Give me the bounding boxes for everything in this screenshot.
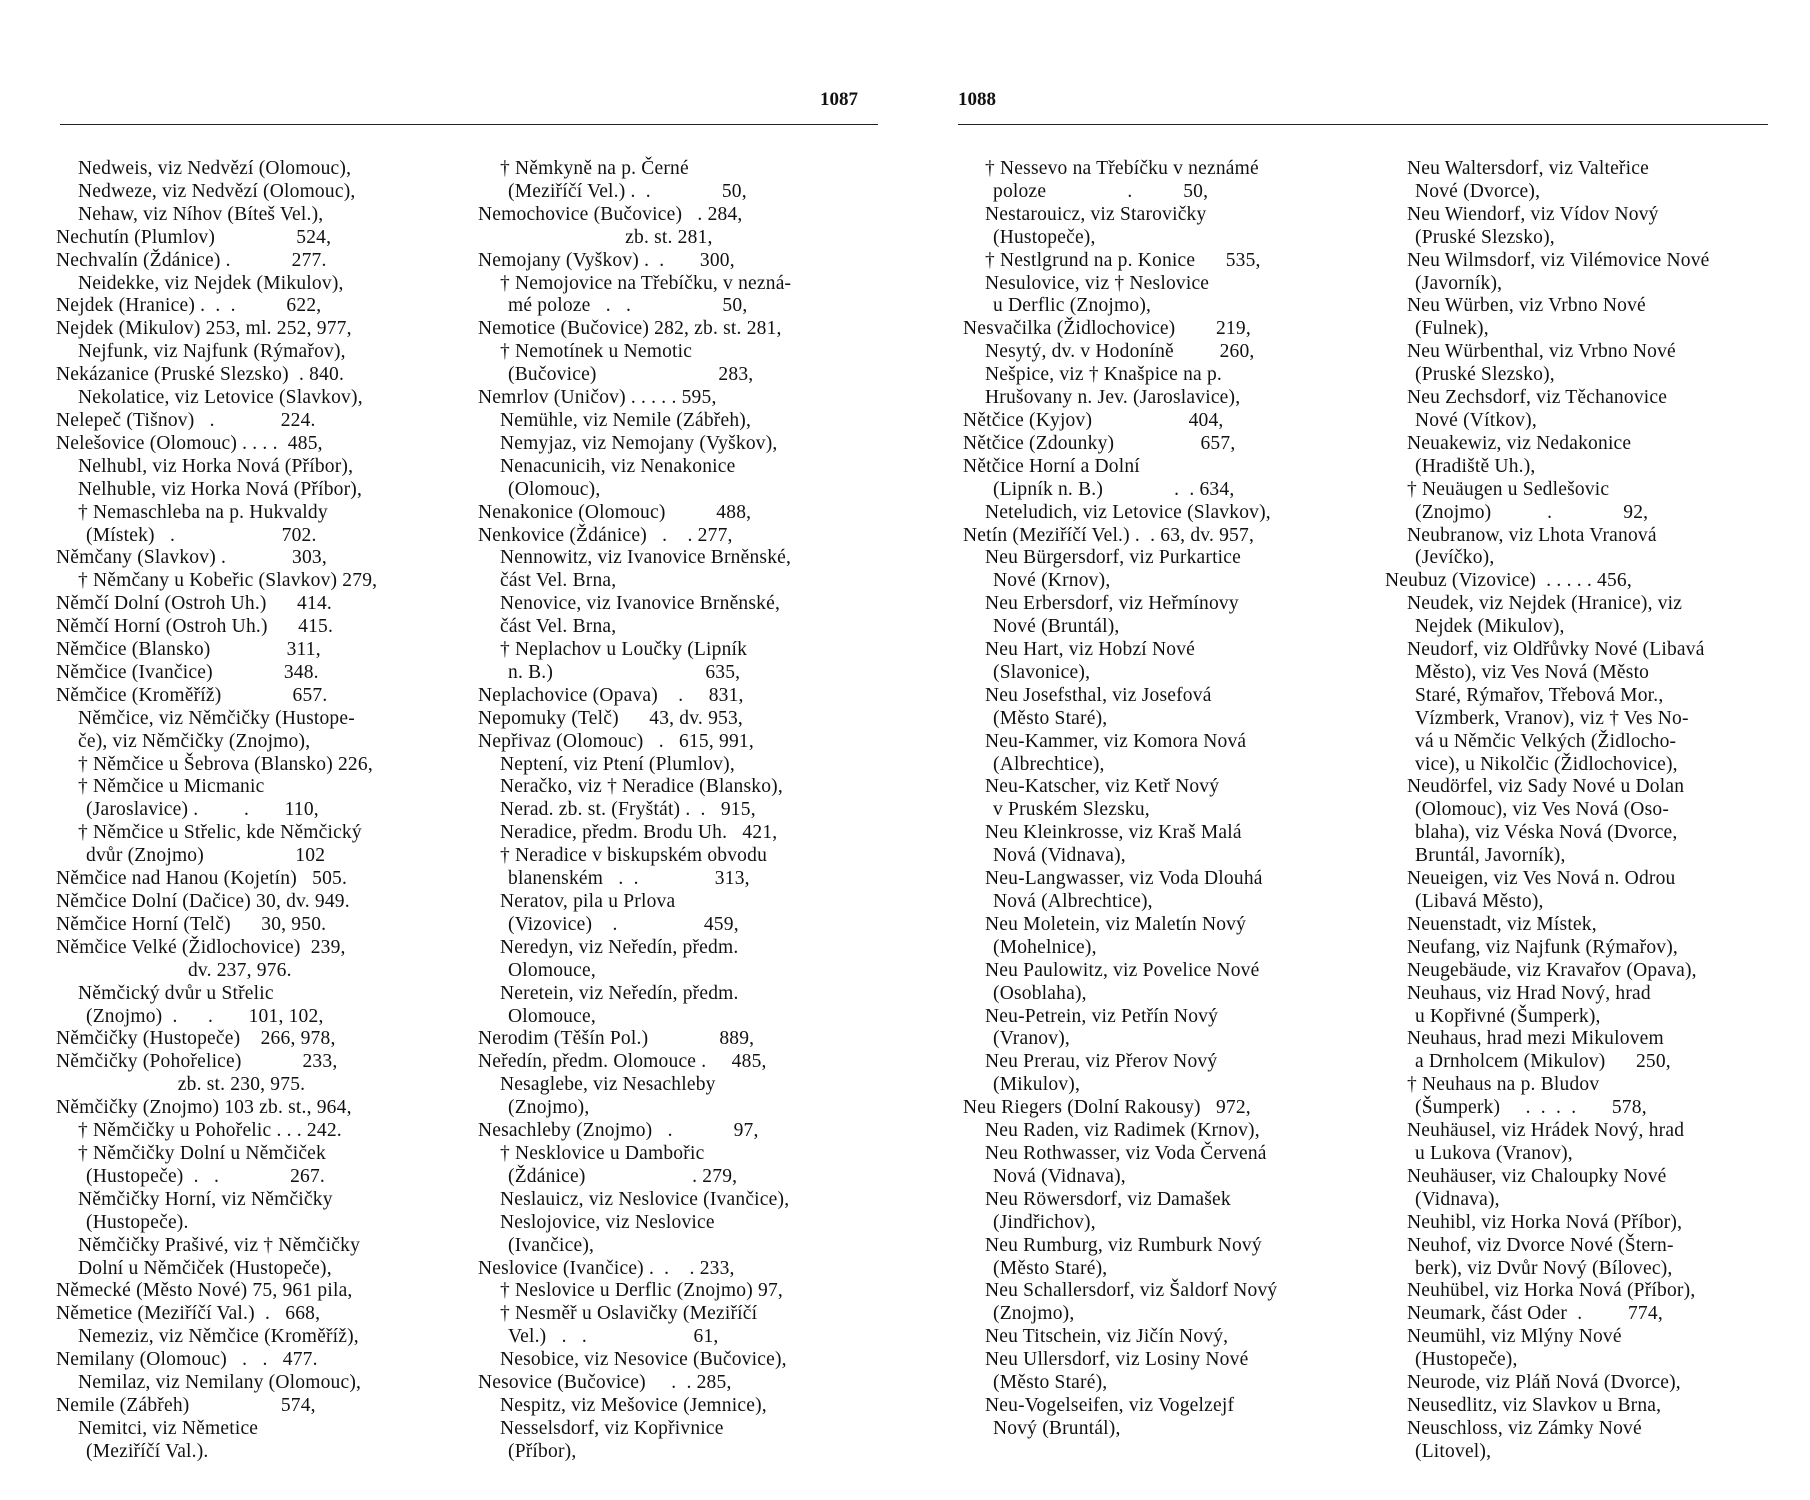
index-entry: Neubuz (Vizovice) . . . . . 456, — [1385, 570, 1632, 592]
index-entry: Nennowitz, viz Ivanovice Brněnské, — [500, 547, 792, 569]
index-entry: † Němčice u Micmanic — [78, 776, 265, 798]
index-entry: Bruntál, Javorník), — [1415, 845, 1566, 867]
index-entry: † Němčičky Dolní u Němčiček — [78, 1142, 326, 1164]
index-entry: če), viz Němčičky (Znojmo), — [78, 730, 311, 752]
index-entry: Nesvačilka (Židlochovice) 219, — [963, 318, 1251, 340]
index-entry: Nehaw, viz Níhov (Bíteš Vel.), — [78, 203, 324, 225]
index-entry: Nové (Bruntál), — [993, 616, 1120, 638]
index-entry: Nesaglebe, viz Nesachleby — [500, 1074, 716, 1096]
index-entry: Neudek, viz Nejdek (Hranice), viz — [1407, 593, 1683, 615]
index-entry: (Olomouc), viz Ves Nová (Oso- — [1415, 799, 1670, 821]
index-entry: Nemile (Zábřeh) 574, — [56, 1394, 316, 1416]
index-entry: Nerad. zb. st. (Fryštát) . . 915, — [500, 799, 756, 821]
index-entry: † Nemotínek u Nemotic — [500, 341, 693, 363]
index-entry: Neu-Langwasser, viz Voda Dlouhá — [985, 868, 1263, 890]
index-entry: Neu Titschein, viz Jičín Nový, — [985, 1326, 1229, 1348]
index-column-1 — [56, 158, 446, 1464]
index-entry: Neuhibl, viz Horka Nová (Příbor), — [1407, 1211, 1683, 1233]
index-entry: (Hustopeče). — [86, 1211, 189, 1233]
index-entry: u Lukova (Vranov), — [1415, 1142, 1573, 1164]
index-entry: † Nesměř u Oslavičky (Meziříčí — [500, 1303, 758, 1325]
index-entry: Neuhübel, viz Horka Nová (Příbor), — [1407, 1280, 1696, 1302]
index-entry: Neu-Petrein, viz Petřín Nový — [985, 1005, 1219, 1027]
index-entry: a Drnholcem (Mikulov) 250, — [1415, 1051, 1671, 1073]
index-entry: Neu Würbenthal, viz Vrbno Nové — [1407, 341, 1676, 363]
index-column-3 — [963, 158, 1358, 1441]
index-entry: (Hustopeče) . . 267. — [86, 1165, 325, 1187]
index-entry: Nemrlov (Uničov) . . . . . 595, — [478, 387, 717, 409]
index-entry: (Meziříčí Val.). — [86, 1440, 209, 1462]
header-rule-left — [60, 124, 878, 125]
index-entry: Nerodim (Těšín Pol.) 889, — [478, 1028, 755, 1050]
index-entry: Neu-Kammer, viz Komora Nová — [985, 730, 1247, 752]
index-entry: Vízmberk, Vranov), viz † Ves No- — [1415, 707, 1689, 729]
index-entry: Nedweze, viz Nedvězí (Olomouc), — [78, 180, 356, 202]
index-entry: Neurode, viz Pláň Nová (Dvorce), — [1407, 1372, 1681, 1394]
index-entry: Nelepeč (Tišnov) . 224. — [56, 409, 316, 431]
index-entry: Němčice nad Hanou (Kojetín) 505. — [56, 868, 348, 890]
index-entry: † Nemaschleba na p. Hukvaldy — [78, 501, 328, 523]
index-entry: Neuhaus, hrad mezi Mikulovem — [1407, 1028, 1664, 1050]
index-entry: Neptení, viz Ptení (Plumlov), — [500, 753, 735, 775]
index-entry: (Hradiště Uh.), — [1415, 455, 1536, 477]
index-entry: Nětčice (Zdounky) 657, — [963, 432, 1236, 454]
index-entry: Němčany (Slavkov) . 303, — [56, 547, 327, 569]
index-entry: Neueigen, viz Ves Nová n. Odrou — [1407, 868, 1676, 890]
index-entry: Neu Bürgersdorf, viz Purkartice — [985, 547, 1242, 569]
index-entry: (Javorník), — [1415, 272, 1503, 294]
index-entry: Nesytý, dv. v Hodoníně 260, — [985, 341, 1255, 363]
index-entry: (Bučovice) 283, — [508, 364, 754, 386]
index-entry: (Pruské Slezsko), — [1415, 226, 1555, 248]
index-entry: (Znojmo), — [993, 1303, 1075, 1325]
index-entry: Nětčice (Kyjov) 404, — [963, 409, 1224, 431]
index-entry: Nešpice, viz † Knašpice na p. — [985, 364, 1223, 386]
index-entry: Neračko, viz † Neradice (Blansko), — [500, 776, 783, 798]
index-entry: Neplachovice (Opava) . 831, — [478, 684, 744, 706]
index-entry: Neuhäuser, viz Chaloupky Nové — [1407, 1165, 1667, 1187]
index-entry: Nepomuky (Telč) 43, dv. 953, — [478, 707, 744, 729]
index-entry: Nelešovice (Olomouc) . . . . 485, — [56, 432, 323, 454]
index-entry: (Slavonice), — [993, 661, 1091, 683]
index-entry: Staré, Rýmařov, Třebová Mor., — [1415, 684, 1664, 706]
index-entry: Nová (Vidnava), — [993, 845, 1126, 867]
index-entry: (Olomouc), — [508, 478, 601, 500]
index-entry: (Místek) . 702. — [86, 524, 317, 546]
index-entry: dv. 237, 976. — [56, 959, 292, 981]
page-number-right: 1088 — [958, 89, 996, 110]
index-entry: Neu Prerau, viz Přerov Nový — [985, 1051, 1218, 1073]
index-entry: (Vranov), — [993, 1028, 1070, 1050]
index-entry: Němetice (Meziříčí Val.) . 668, — [56, 1303, 321, 1325]
index-entry: poloze . 50, — [993, 180, 1209, 202]
index-entry: Nová (Vidnava), — [993, 1165, 1126, 1187]
index-entry: Nenkovice (Ždánice) . . 277, — [478, 524, 733, 546]
index-entry: Neuenstadt, viz Místek, — [1407, 913, 1597, 935]
index-entry: Neu Rumburg, viz Rumburk Nový — [985, 1234, 1262, 1256]
index-entry: † Nemojovice na Třebíčku, v nezná- — [500, 272, 792, 294]
index-entry: (Albrechtice), — [993, 753, 1105, 775]
index-entry: Neu Raden, viz Radimek (Krnov), — [985, 1120, 1260, 1142]
index-entry: Neu Riegers (Dolní Rakousy) 972, — [963, 1097, 1251, 1119]
index-entry: Olomouce, — [508, 1005, 596, 1027]
index-entry: (Jaroslavice) . . 110, — [86, 799, 319, 821]
index-entry: Neuhof, viz Dvorce Nové (Štern- — [1407, 1234, 1674, 1256]
index-entry: (Příbor), — [508, 1440, 577, 1462]
index-entry: Němčí Horní (Ostroh Uh.) 415. — [56, 616, 334, 638]
index-entry: Nový (Bruntál), — [993, 1417, 1121, 1439]
index-entry: (Osoblaha), — [993, 982, 1087, 1004]
index-entry: (Znojmo) . 92, — [1415, 501, 1649, 523]
index-entry: Nemojany (Vyškov) . . 300, — [478, 249, 735, 271]
index-entry: Nejdek (Mikulov) 253, ml. 252, 977, — [56, 318, 352, 340]
index-entry: Neteludich, viz Letovice (Slavkov), — [985, 501, 1271, 523]
index-entry: Neu Hart, viz Hobzí Nové — [985, 639, 1196, 661]
index-entry: Nemeziz, viz Němčice (Kroměříž), — [78, 1326, 359, 1348]
index-entry: (Jindřichov), — [993, 1211, 1096, 1233]
index-entry: (Ždánice) . 279, — [508, 1165, 738, 1187]
index-entry: (Hustopeče), — [993, 226, 1096, 248]
index-entry: Německé (Město Nové) 75, 961 pila, — [56, 1280, 353, 1302]
index-entry: † Nessevo na Třebíčku v neznámé — [985, 158, 1259, 179]
index-entry: část Vel. Brna, — [500, 616, 617, 638]
index-entry: † Nesklovice u Dambořic — [500, 1142, 705, 1164]
index-entry: (Meziříčí Vel.) . . 50, — [508, 180, 747, 202]
index-entry: berk), viz Dvůr Nový (Bílovec), — [1415, 1257, 1673, 1279]
index-column-4 — [1385, 158, 1780, 1464]
index-entry: Němčičky (Znojmo) 103 zb. st., 964, — [56, 1097, 352, 1119]
index-entry: blaha), viz Véska Nová (Dvorce, — [1415, 822, 1678, 844]
index-entry: Nenacunicih, viz Nenakonice — [500, 455, 736, 477]
index-entry: Neuhaus, viz Hrad Nový, hrad — [1407, 982, 1651, 1004]
index-entry: Neředín, předm. Olomouce . 485, — [478, 1051, 767, 1073]
index-entry: Němčí Dolní (Ostroh Uh.) 414. — [56, 593, 332, 615]
index-entry: † Nestlgrund na p. Konice 535, — [985, 249, 1261, 271]
index-entry: Nové (Vítkov), — [1415, 409, 1537, 431]
index-entry: (Litovel), — [1415, 1440, 1492, 1462]
index-entry: Nelhuble, viz Horka Nová (Příbor), — [78, 478, 363, 500]
index-entry: v Pruském Slezsku, — [993, 799, 1150, 821]
index-entry: † Neradice v biskupském obvodu — [500, 845, 768, 867]
index-entry: Němčice Dolní (Dačice) 30, dv. 949. — [56, 891, 350, 912]
index-entry: (Fulnek), — [1415, 318, 1489, 340]
index-entry: Nestarouicz, viz Starovičky — [985, 203, 1207, 225]
index-entry: Němčičky Prašivé, viz † Němčičky — [78, 1234, 361, 1256]
index-entry: dvůr (Znojmo) 102 — [86, 845, 326, 867]
index-entry: Neudorf, viz Oldřůvky Nové (Libavá — [1407, 639, 1705, 661]
index-entry: Neu Rothwasser, viz Voda Červená — [985, 1142, 1267, 1164]
index-entry: Neretein, viz Neředín, předm. — [500, 982, 739, 1004]
page-number-left: 1087 — [820, 89, 858, 110]
index-entry: (Znojmo) . . 101, 102, — [86, 1005, 324, 1027]
index-entry: Nejfunk, viz Najfunk (Rýmařov), — [78, 341, 346, 363]
index-entry: Nekolatice, viz Letovice (Slavkov), — [78, 387, 363, 409]
header-rule-right — [958, 124, 1768, 125]
index-entry: Neu-Vogelseifen, viz Vogelzejf — [985, 1394, 1235, 1416]
index-entry: Němčice Velké (Židlochovice) 239, — [56, 936, 346, 958]
index-entry: Neumark, část Oder . 774, — [1407, 1303, 1663, 1325]
index-entry: Neumühl, viz Mlýny Nové — [1407, 1326, 1622, 1348]
index-entry: † Neslovice u Derflic (Znojmo) 97, — [500, 1280, 783, 1302]
index-entry: (Libavá Město), — [1415, 891, 1544, 912]
index-entry: Neratov, pila u Prlova — [500, 891, 676, 912]
index-entry: Nemilaz, viz Nemilany (Olomouc), — [78, 1372, 362, 1394]
index-entry: část Vel. Brna, — [500, 570, 617, 592]
index-entry: Němčičky (Hustopeče) 266, 978, — [56, 1028, 336, 1050]
index-entry: u Kopřivné (Šumperk), — [1415, 1005, 1601, 1027]
index-entry: Neredyn, viz Neředín, předm. — [500, 936, 739, 958]
index-entry: Neu Röwersdorf, viz Damašek — [985, 1188, 1231, 1210]
index-entry: Neu Moletein, viz Maletín Nový — [985, 913, 1247, 935]
index-entry: Nemühle, viz Nemile (Zábřeh), — [500, 409, 752, 431]
index-entry: Nejdek (Mikulov), — [1415, 616, 1565, 638]
index-entry: Němčice (Ivančice) 348. — [56, 661, 319, 683]
index-entry: Nemilany (Olomouc) . . 477. — [56, 1349, 318, 1371]
index-entry: Nesovice (Bučovice) . . 285, — [478, 1372, 732, 1394]
index-entry: Nemotice (Bučovice) 282, zb. st. 281, — [478, 318, 782, 340]
index-entry: Nové (Dvorce), — [1415, 180, 1541, 202]
index-entry: Neuschloss, viz Zámky Nové — [1407, 1417, 1642, 1439]
index-entry: Neudörfel, viz Sady Nové u Dolan — [1407, 776, 1685, 798]
index-entry: Nedweis, viz Nedvězí (Olomouc), — [78, 158, 352, 179]
index-entry: Nemyjaz, viz Nemojany (Vyškov), — [500, 432, 778, 454]
index-entry: † Němčice u Střelic, kde Němčický — [78, 822, 362, 844]
index-entry: (Hustopeče), — [1415, 1349, 1518, 1371]
index-entry: (Vizovice) . 459, — [508, 913, 739, 935]
index-entry: (Mohelnice), — [993, 936, 1097, 958]
index-entry: Němčice (Blansko) 311, — [56, 639, 321, 661]
index-entry: n. B.) 635, — [508, 661, 741, 683]
index-entry: Dolní u Němčiček (Hustopeče), — [78, 1257, 332, 1279]
index-entry: Město), viz Ves Nová (Město — [1415, 661, 1650, 683]
index-entry: Neuakewiz, viz Nedakonice — [1407, 432, 1632, 454]
index-entry: Nejdek (Hranice) . . . 622, — [56, 295, 322, 317]
index-entry: Neslovice (Ivančice) . . . 233, — [478, 1257, 735, 1279]
index-entry: Nekázanice (Pruské Slezsko) . 840. — [56, 364, 345, 386]
index-entry: vá u Němčic Velkých (Židlocho- — [1415, 730, 1677, 752]
index-entry: Neu Josefsthal, viz Josefová — [985, 684, 1212, 706]
index-entry: Nelhubl, viz Horka Nová (Příbor), — [78, 455, 354, 477]
index-entry: Neu Erbersdorf, viz Heřmínovy — [985, 593, 1239, 615]
index-entry: Neu Ullersdorf, viz Losiny Nové — [985, 1349, 1249, 1371]
index-entry: Nenovice, viz Ivanovice Brněnské, — [500, 593, 781, 615]
index-entry: Nemitci, viz Němetice — [78, 1417, 259, 1439]
index-entry: (Jevíčko), — [1415, 547, 1495, 569]
index-entry: Nemochovice (Bučovice) . 284, — [478, 203, 743, 225]
index-entry: Neslauicz, viz Neslovice (Ivančice), — [500, 1188, 790, 1210]
index-entry: Němčice, viz Němčičky (Hustope- — [78, 707, 355, 729]
index-entry: zb. st. 230, 975. — [56, 1074, 306, 1096]
index-entry: Neu Wilmsdorf, viz Vilémovice Nové — [1407, 249, 1710, 271]
index-entry: Neu Zechsdorf, viz Těchanovice — [1407, 387, 1668, 409]
index-entry: Neu-Katscher, viz Ketř Nový — [985, 776, 1220, 798]
index-entry: vice), u Nikolčic (Židlochovice), — [1415, 753, 1678, 775]
index-entry: Neidekke, viz Nejdek (Mikulov), — [78, 272, 344, 294]
index-entry: Němčice (Kroměříž) 657. — [56, 684, 328, 706]
index-entry: † Němčičky u Pohořelic . . . 242. — [78, 1120, 342, 1142]
index-entry: mé poloze . . 50, — [508, 295, 748, 317]
index-entry: Nechvalín (Ždánice) . 277. — [56, 249, 327, 271]
index-entry: Němčičky (Pohořelice) 233, — [56, 1051, 338, 1073]
index-entry: Neu Waltersdorf, viz Valteřice — [1407, 158, 1649, 179]
index-entry: Hrušovany n. Jev. (Jaroslavice), — [985, 387, 1241, 409]
index-entry: Nesulovice, viz † Neslovice — [985, 272, 1210, 294]
index-entry: Nesobice, viz Nesovice (Bučovice), — [500, 1349, 787, 1371]
index-entry: u Derflic (Znojmo), — [993, 295, 1152, 317]
index-entry: Neu Kleinkrosse, viz Kraš Malá — [985, 822, 1242, 844]
index-entry: (Pruské Slezsko), — [1415, 364, 1555, 386]
index-entry: Nětčice Horní a Dolní — [963, 455, 1140, 477]
index-column-2 — [478, 158, 878, 1464]
index-entry: Nenakonice (Olomouc) 488, — [478, 501, 752, 523]
index-entry: Neradice, předm. Brodu Uh. 421, — [500, 822, 778, 844]
index-entry: (Město Staré), — [993, 1372, 1108, 1394]
index-entry: Neuhäusel, viz Hrádek Nový, hrad — [1407, 1120, 1685, 1142]
index-entry: Neu Schallersdorf, viz Šaldorf Nový — [985, 1280, 1278, 1302]
index-entry: Němčičky Horní, viz Němčičky — [78, 1188, 333, 1210]
index-entry: Nesachleby (Znojmo) . 97, — [478, 1120, 759, 1142]
index-entry: Neu Würben, viz Vrbno Nové — [1407, 295, 1646, 317]
index-entry: Němčice Horní (Telč) 30, 950. — [56, 913, 327, 935]
index-entry: Nesselsdorf, viz Kopřivnice — [500, 1417, 724, 1439]
index-entry: blanenském . . 313, — [508, 868, 750, 890]
index-entry: † Němčice u Šebrova (Blansko) 226, — [78, 753, 373, 775]
index-entry: † Neuäugen u Sedlešovic — [1407, 478, 1610, 500]
index-entry: (Město Staré), — [993, 1257, 1108, 1279]
index-entry: (Šumperk) . . . . 578, — [1415, 1097, 1647, 1119]
index-entry: Netín (Meziříčí Vel.) . . 63, dv. 957, — [963, 524, 1255, 546]
index-entry: Nechutín (Plumlov) 524, — [56, 226, 332, 248]
index-entry: Neslojovice, viz Neslovice — [500, 1211, 715, 1233]
index-entry: (Ivančice), — [508, 1234, 595, 1256]
index-entry: Nepřivaz (Olomouc) . 615, 991, — [478, 730, 754, 752]
index-entry: (Mikulov), — [993, 1074, 1081, 1096]
index-entry: Němčický dvůr u Střelic — [78, 982, 274, 1004]
index-entry: Neugebäude, viz Kravařov (Opava), — [1407, 959, 1697, 981]
index-entry: † Neplachov u Loučky (Lipník — [500, 639, 748, 661]
index-entry: Neu Paulowitz, viz Povelice Nové — [985, 959, 1260, 981]
index-entry: Nová (Albrechtice), — [993, 891, 1153, 912]
index-entry: Vel.) . . 61, — [508, 1326, 719, 1348]
index-entry: (Lipník n. B.) . . 634, — [993, 478, 1235, 500]
index-entry: † Němkyně na p. Černé — [500, 158, 689, 179]
index-entry: (Vidnava), — [1415, 1188, 1500, 1210]
index-entry: Nové (Krnov), — [993, 570, 1111, 592]
index-entry: Olomouce, — [508, 959, 596, 981]
index-entry: Neubranow, viz Lhota Vranová — [1407, 524, 1657, 546]
index-entry: Nespitz, viz Mešovice (Jemnice), — [500, 1394, 767, 1416]
index-entry: (Znojmo), — [508, 1097, 590, 1119]
index-entry: Neufang, viz Najfunk (Rýmařov), — [1407, 936, 1678, 958]
index-entry: (Město Staré), — [993, 707, 1108, 729]
index-entry: † Němčany u Kobeřic (Slavkov) 279, — [78, 570, 378, 592]
index-entry: Neusedlitz, viz Slavkov u Brna, — [1407, 1394, 1662, 1416]
index-entry: † Neuhaus na p. Bludov — [1407, 1074, 1600, 1096]
index-entry: Neu Wiendorf, viz Vídov Nový — [1407, 203, 1659, 225]
index-entry: zb. st. 281, — [478, 226, 713, 248]
